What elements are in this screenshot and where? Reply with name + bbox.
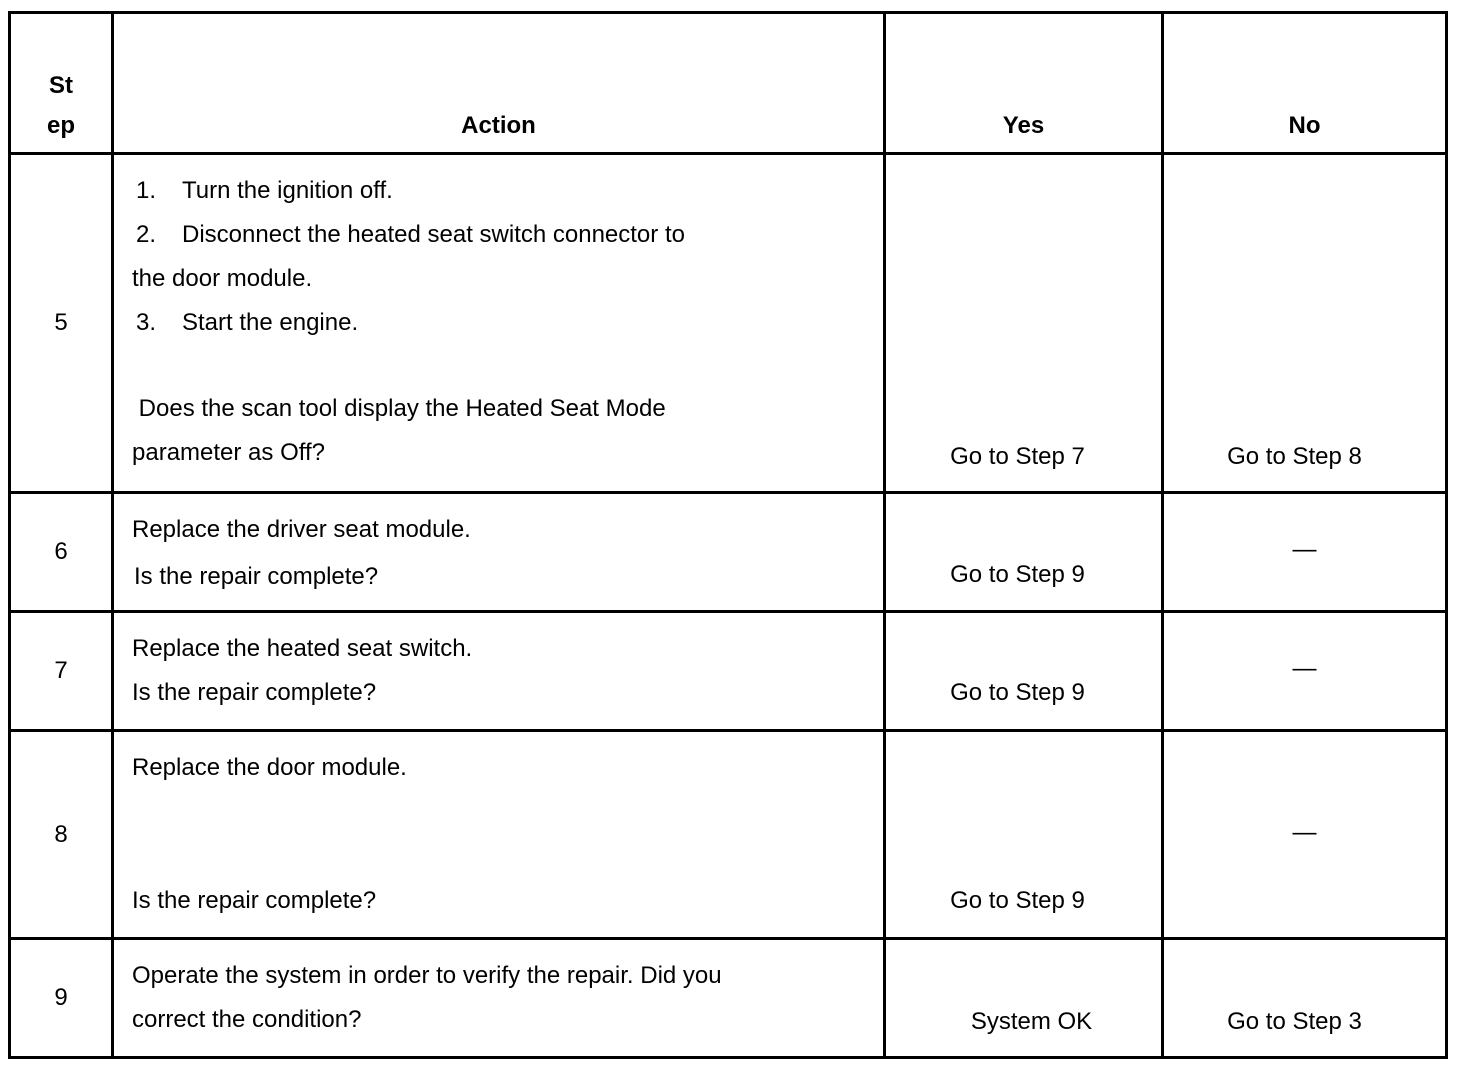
action-line: Replace the heated seat switch. (132, 635, 473, 662)
step-number: 8 (54, 820, 68, 848)
step-cell (10, 493, 113, 612)
no-value: — (1292, 535, 1317, 563)
yes-value: Go to Step 9 (950, 887, 1085, 914)
yes-cell (885, 612, 1163, 731)
action-question: Does the scan tool display the Heated Seat Mode (132, 395, 666, 422)
step-cell (10, 731, 113, 939)
header-step-line1: St (49, 72, 73, 99)
yes-value: System OK (970, 1008, 1093, 1035)
action-item: 1. Turn the ignition off. (136, 177, 393, 204)
action-line: correct the condition? (132, 1006, 362, 1033)
action-question: parameter as Off? (132, 439, 325, 466)
yes-value: Go to Step 9 (950, 679, 1085, 706)
header-step-line2: ep (46, 112, 75, 139)
no-value: — (1292, 818, 1317, 846)
no-cell (1163, 731, 1447, 939)
no-value: — (1292, 654, 1317, 682)
table-row (10, 731, 1447, 939)
action-continuation: the door module. (132, 265, 313, 292)
header-no (1163, 13, 1447, 154)
yes-cell (885, 731, 1163, 939)
header-action (113, 13, 885, 154)
action-item: 3. Start the engine. (136, 309, 359, 336)
action-cell (113, 612, 885, 731)
yes-value: Go to Step 7 (950, 443, 1085, 470)
action-cell (113, 154, 885, 493)
yes-cell (885, 939, 1163, 1058)
action-line: Replace the driver seat module. (132, 516, 471, 543)
action-item: 2. Disconnect the heated seat switch connector to (136, 221, 685, 248)
table-row (10, 154, 1447, 493)
no-value: Go to Step 8 (1227, 443, 1362, 470)
yes-cell (885, 493, 1163, 612)
header-row (10, 13, 1447, 154)
table-row (10, 612, 1447, 731)
yes-cell (885, 154, 1163, 493)
action-line: Is the repair complete? (134, 563, 379, 590)
action-line: Operate the system in order to verify the repair. Did you (132, 962, 722, 989)
no-cell (1163, 612, 1447, 731)
header-step (10, 13, 113, 154)
header-yes-label: Yes (1002, 112, 1045, 139)
action-cell (113, 493, 885, 612)
step-number: 6 (54, 538, 68, 565)
action-cell (113, 731, 885, 939)
action-line: Is the repair complete? (132, 679, 377, 706)
no-cell (1163, 939, 1447, 1058)
step-cell (10, 154, 113, 493)
header-action-label: Action (461, 112, 536, 139)
table-row (10, 939, 1447, 1058)
table-row (10, 493, 1447, 612)
action-cell (113, 939, 885, 1058)
no-value: Go to Step 3 (1227, 1008, 1362, 1035)
step-number: 9 (54, 984, 68, 1011)
no-cell (1163, 493, 1447, 612)
action-line: Is the repair complete? (132, 887, 377, 914)
step-cell (10, 612, 113, 731)
header-yes (885, 13, 1163, 154)
step-number: 5 (54, 309, 68, 336)
action-line: Replace the door module. (132, 754, 407, 781)
no-cell (1163, 154, 1447, 493)
header-no-label: No (1288, 112, 1321, 139)
step-number: 7 (54, 657, 68, 684)
yes-value: Go to Step 9 (950, 561, 1085, 588)
diagnostic-table (8, 11, 1448, 1059)
step-cell (10, 939, 113, 1058)
